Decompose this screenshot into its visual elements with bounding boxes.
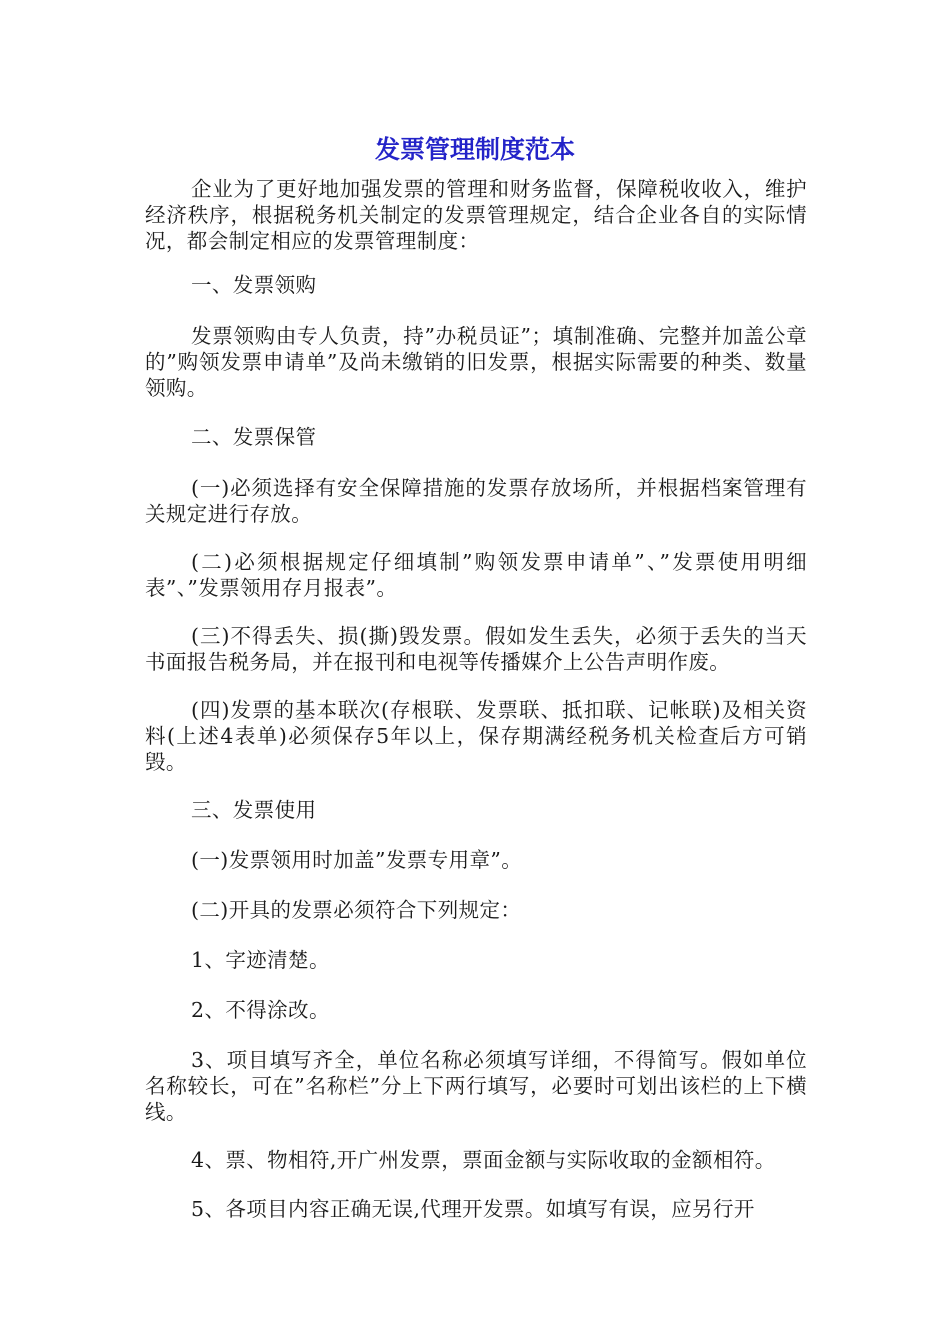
heading-section-1: 一、发票领购 [191, 273, 317, 297]
paragraph-2-4: (四)发票的基本联次(存根联、发票联、抵扣联、记帐联)及相关资料(上述4表单)必须保存5年以上，保存期满经税务机关检查后方可销毁。 [145, 698, 807, 774]
paragraph-section-1: 发票领购由专人负责，持”办税员证”；填制准确、完整并加盖公章的”购领发票申请单”及尚未缴销的旧发票，根据实际需要的种类、数量领购。 [145, 324, 807, 400]
paragraph-3-2: (二)开具的发票必须符合下列规定： [191, 898, 522, 922]
paragraph-2-3: (三)不得丢失、损(撕)毁发票。假如发生丢失，必须于丢失的当天书面报告税务局，并在报刊和电视等传播媒介上公告声明作废。 [145, 624, 807, 674]
heading-section-2: 二、发票保管 [191, 425, 317, 449]
paragraph-3-1: (一)发票领用时加盖”发票专用章”。 [191, 848, 523, 872]
paragraph-intro: 企业为了更好地加强发票的管理和财务监督，保障税收收入，维护经济秩序，根据税务机关制定的发票管理规定，结合企业各自的实际情况，都会制定相应的发票管理制度： [145, 177, 807, 253]
paragraph-2-1: (一)必须选择有安全保障措施的发票存放场所，并根据档案管理有关规定进行存放。 [145, 476, 807, 526]
heading-section-3: 三、发票使用 [191, 798, 317, 822]
list-item-3: 3、项目填写齐全，单位名称必须填写详细，不得简写。假如单位名称较长，可在”名称栏”分上下两行填写，必要时可划出该栏的上下横线。 [145, 1048, 807, 1124]
paragraph-2-2: (二)必须根据规定仔细填制”购领发票申请单”、”发票使用明细表”、”发票领用存月报表”。 [145, 550, 807, 600]
list-item-5: 5、各项目内容正确无误,代理开发票。如填写有误，应另行开 [191, 1197, 755, 1221]
list-item-2: 2、不得涂改。 [191, 998, 330, 1022]
list-item-1: 1、字迹清楚。 [191, 948, 330, 972]
document-title: 发票管理制度范本 [374, 135, 575, 164]
list-item-4: 4、票、物相符,开广州发票，票面金额与实际收取的金额相符。 [191, 1148, 776, 1172]
